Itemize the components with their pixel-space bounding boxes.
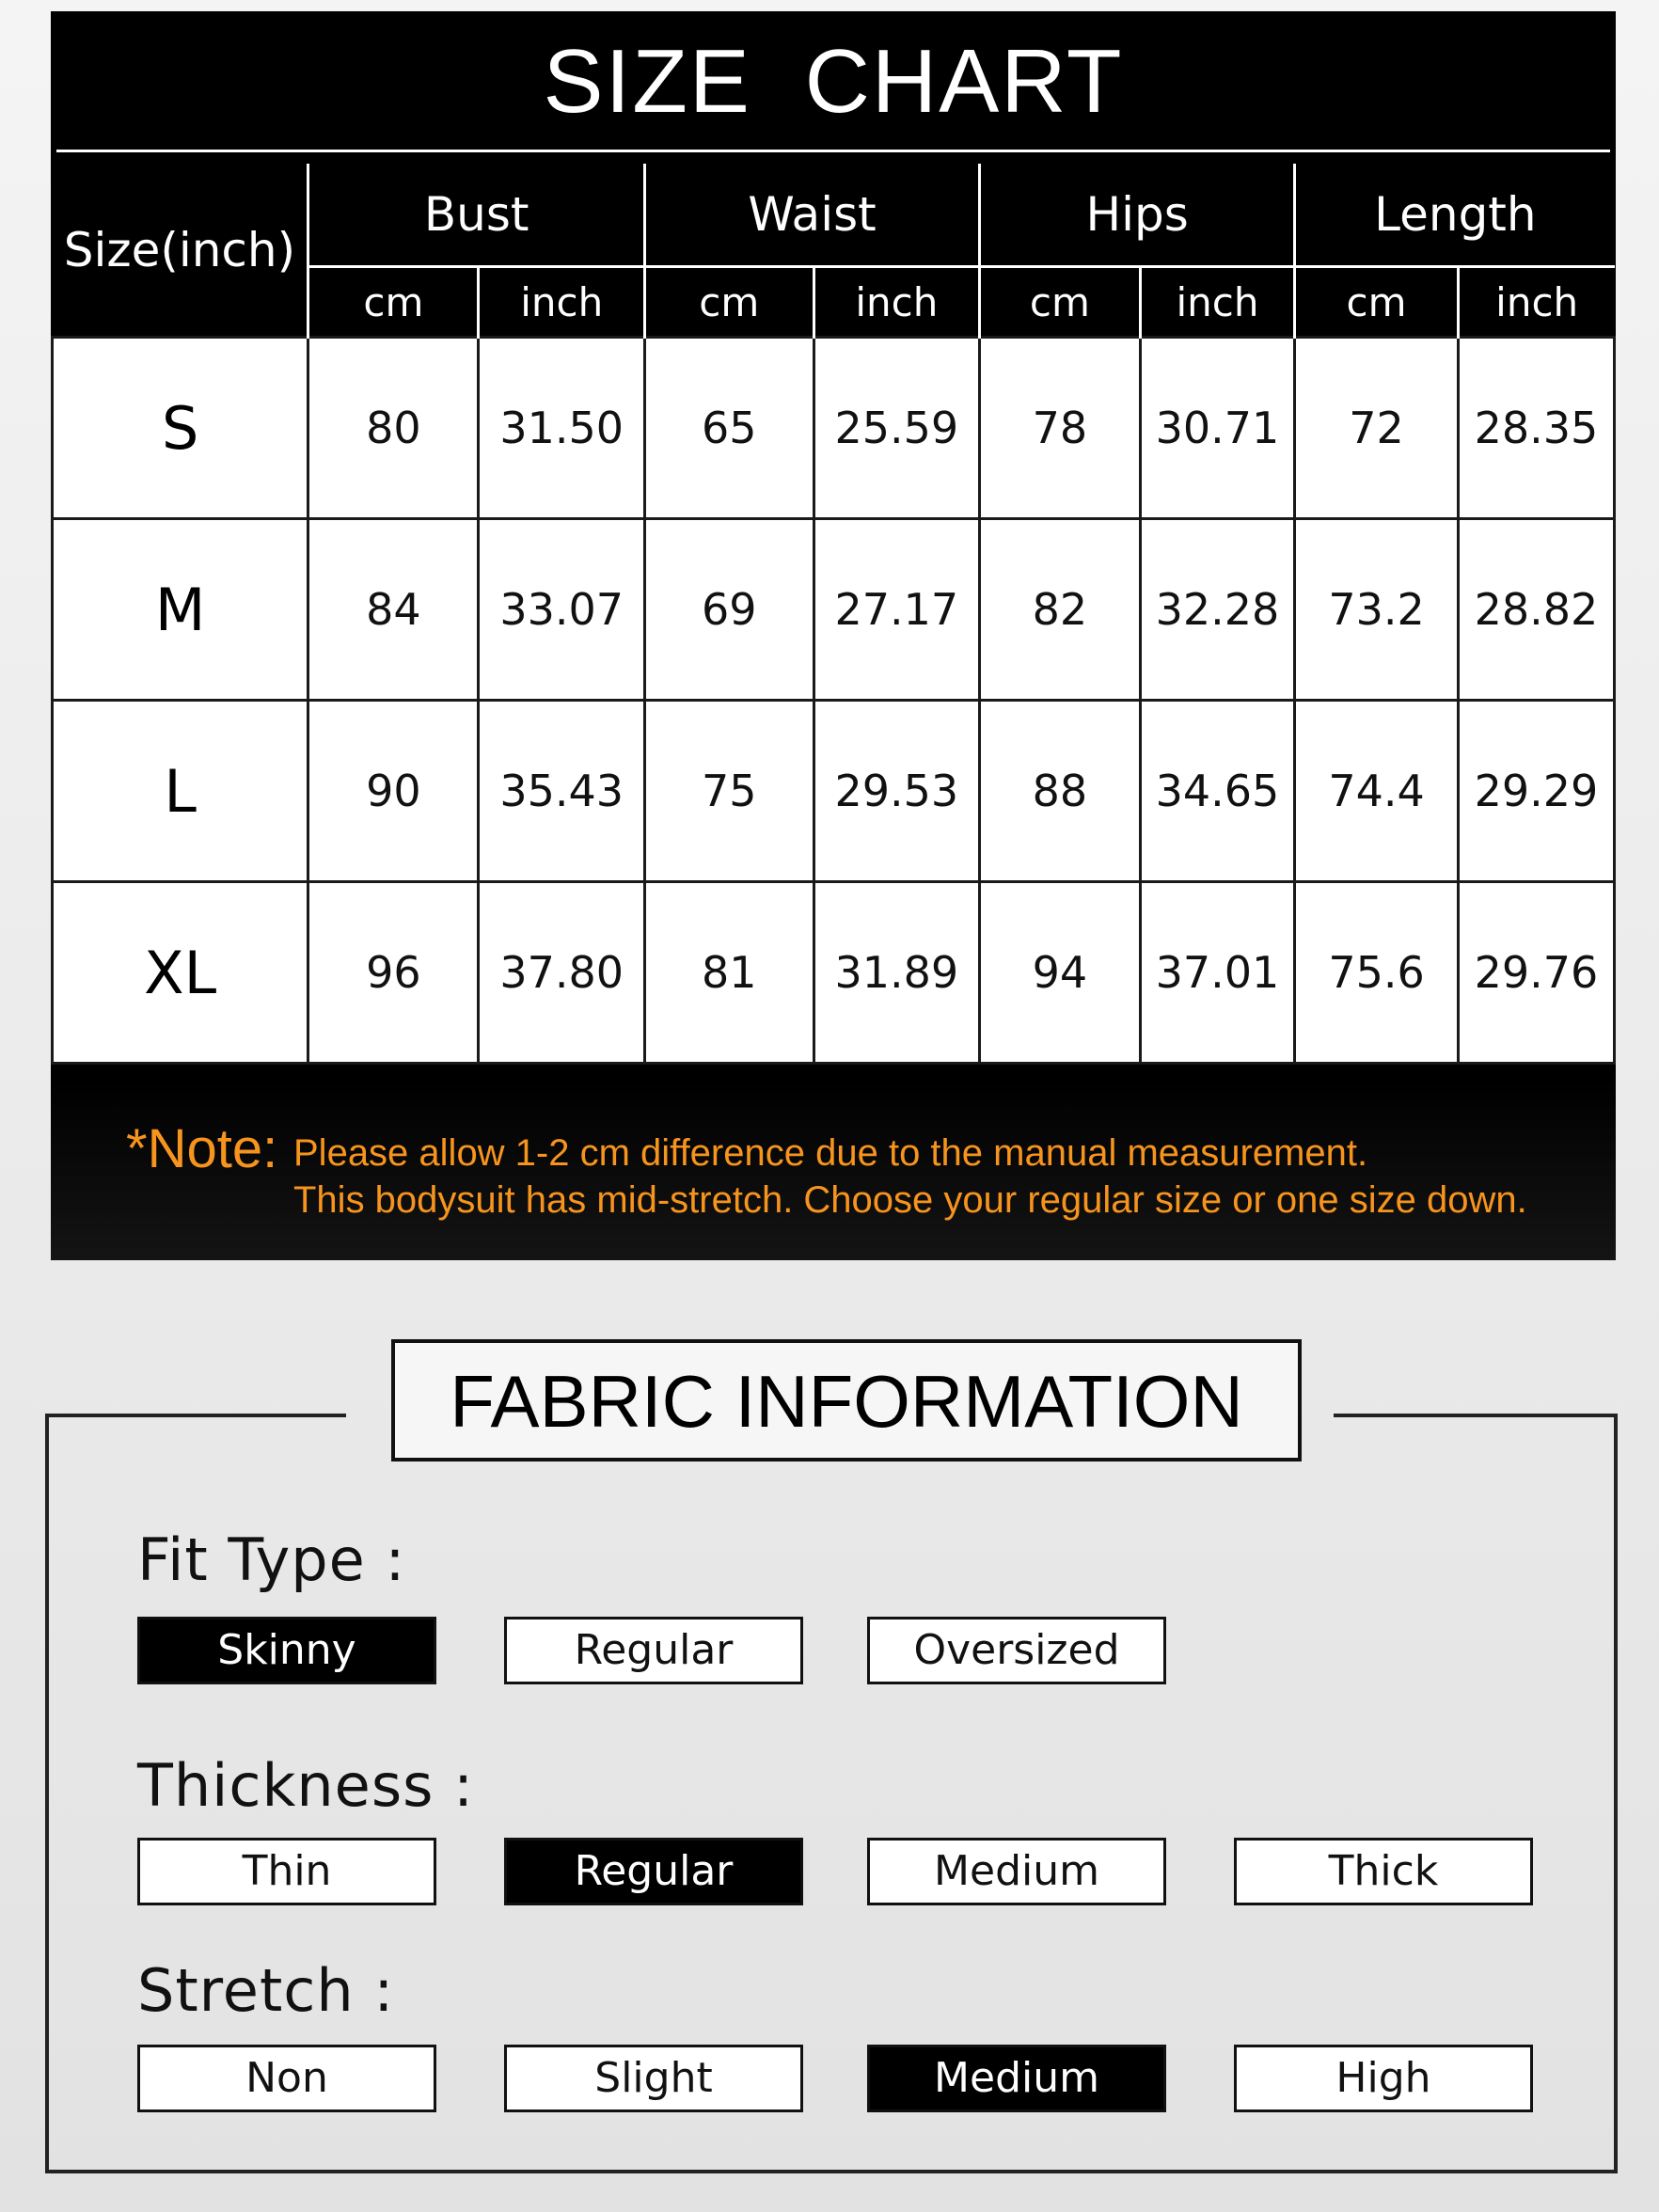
stretch-option-medium: Medium [867, 2045, 1166, 2112]
table-row [53, 338, 1615, 519]
table-cell: 84 [308, 519, 479, 701]
table-cell: 90 [308, 701, 479, 882]
waist-header: Waist [644, 164, 979, 267]
table-cell: 28.35 [1458, 338, 1614, 519]
table-cell: 28.82 [1458, 519, 1614, 701]
stretch-option-slight: Slight [504, 2045, 803, 2112]
hips-header: Hips [980, 164, 1295, 267]
table-cell: 75 [644, 701, 814, 882]
size-label: L [53, 701, 308, 882]
note-mark: *Note: [126, 1118, 278, 1179]
frame-top-left-rule [45, 1414, 346, 1417]
unit-header-inch: inch [814, 267, 980, 338]
note-line-measurement: Please allow 1-2 cm difference due to the manual measurement. [293, 1132, 1368, 1174]
table-cell: 94 [980, 882, 1141, 1064]
table-cell: 31.89 [814, 882, 980, 1064]
table-cell: 81 [644, 882, 814, 1064]
fabric-info-title: FABRIC INFORMATION [391, 1339, 1302, 1462]
thickness-option-thin: Thin [137, 1838, 436, 1905]
size-label: XL [53, 882, 308, 1064]
fit-type-option-skinny: Skinny [137, 1617, 436, 1684]
table-cell: 37.01 [1140, 882, 1295, 1064]
unit-header-cm: cm [308, 267, 479, 338]
table-row [53, 882, 1615, 1064]
table-cell: 65 [644, 338, 814, 519]
unit-header-inch: inch [479, 267, 645, 338]
table-cell: 69 [644, 519, 814, 701]
thickness-label: Thickness : [137, 1751, 475, 1820]
size-chart [51, 11, 1616, 1260]
title-divider [56, 150, 1610, 152]
table-cell: 31.50 [479, 338, 645, 519]
table-row [53, 701, 1615, 882]
note-line-stretch: This bodysuit has mid-stretch. Choose your regular size or one size down. [293, 1179, 1527, 1221]
size-column-header: Size(inch) [53, 164, 308, 338]
table-cell: 72 [1295, 338, 1459, 519]
table-cell: 96 [308, 882, 479, 1064]
table-cell: 35.43 [479, 701, 645, 882]
unit-header-cm: cm [980, 267, 1141, 338]
table-cell: 27.17 [814, 519, 980, 701]
table-cell: 80 [308, 338, 479, 519]
thickness-option-medium: Medium [867, 1838, 1166, 1905]
table-header-row [53, 164, 1615, 267]
size-table [51, 164, 1616, 1065]
stretch-label: Stretch : [137, 1956, 395, 2025]
thickness-option-thick: Thick [1234, 1838, 1533, 1905]
table-cell: 82 [980, 519, 1141, 701]
table-cell: 25.59 [814, 338, 980, 519]
stretch-option-high: High [1234, 2045, 1533, 2112]
length-header: Length [1295, 164, 1615, 267]
table-cell: 29.53 [814, 701, 980, 882]
unit-header-cm: cm [1295, 267, 1459, 338]
table-cell: 32.28 [1140, 519, 1295, 701]
fit-type-label: Fit Type : [137, 1525, 406, 1594]
fit-type-option-oversized: Oversized [867, 1617, 1166, 1684]
table-cell: 30.71 [1140, 338, 1295, 519]
note-banner [51, 1080, 1616, 1260]
size-label: M [53, 519, 308, 701]
size-chart-title: SIZE CHART [543, 31, 1124, 132]
unit-header-cm: cm [644, 267, 814, 338]
unit-header-inch: inch [1140, 267, 1295, 338]
table-cell: 34.65 [1140, 701, 1295, 882]
table-cell: 88 [980, 701, 1141, 882]
table-cell: 37.80 [479, 882, 645, 1064]
thickness-option-regular: Regular [504, 1838, 803, 1905]
fit-type-option-regular: Regular [504, 1617, 803, 1684]
table-cell: 29.76 [1458, 882, 1614, 1064]
stretch-option-non: Non [137, 2045, 436, 2112]
table-cell: 29.29 [1458, 701, 1614, 882]
table-cell: 74.4 [1295, 701, 1459, 882]
unit-header-inch: inch [1458, 267, 1614, 338]
table-row [53, 519, 1615, 701]
table-cell: 73.2 [1295, 519, 1459, 701]
table-cell: 33.07 [479, 519, 645, 701]
table-cell: 75.6 [1295, 882, 1459, 1064]
frame-top-right-rule [1334, 1414, 1618, 1417]
size-label: S [53, 338, 308, 519]
bust-header: Bust [308, 164, 645, 267]
table-cell: 78 [980, 338, 1141, 519]
